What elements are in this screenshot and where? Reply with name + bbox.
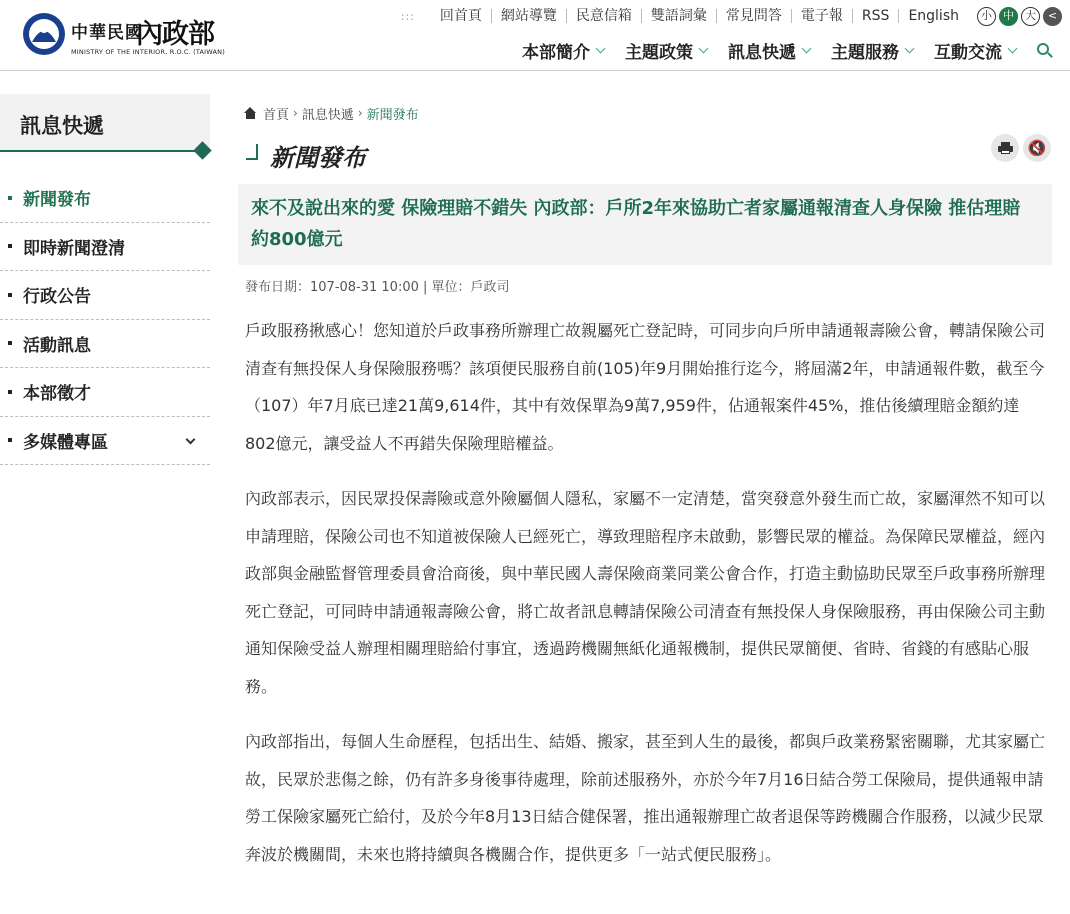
sidebar-item-news-release[interactable]	[0, 174, 210, 223]
sidebar-item-multimedia[interactable]	[0, 417, 210, 466]
diamond-icon	[193, 141, 211, 159]
page-heading	[238, 134, 1054, 180]
utility-links	[401, 6, 1062, 26]
print-button[interactable]	[991, 134, 1019, 162]
font-small-button[interactable]: 小	[977, 7, 996, 26]
sidebar-menu	[0, 174, 213, 465]
sidebar-item-label: 多媒體專區	[23, 432, 108, 453]
breadcrumb-parent[interactable]: 訊息快遞	[301, 107, 354, 123]
bullet-icon	[8, 196, 12, 200]
chevron-down-icon	[596, 43, 606, 53]
sidebar-item-label: 新聞發布	[23, 190, 91, 211]
sidebar-item-label: 即時新聞澄清	[23, 238, 125, 259]
link-mailbox[interactable]: 民意信箱	[566, 9, 641, 23]
chevron-down-icon	[699, 43, 709, 53]
main-content	[238, 100, 1054, 891]
home-icon	[244, 107, 257, 119]
logo-cn-text: 中華民國	[71, 23, 143, 43]
link-rss[interactable]: RSS	[852, 9, 899, 23]
article-body	[238, 312, 1046, 873]
speaker-mute-icon: 🔇	[1027, 138, 1047, 157]
article-paragraph: 內政部表示，因民眾投保壽險或意外險屬個人隱私，家屬不一定清楚，當突發意外發生而亡故，家屬渾然不知可以申請理賠，保險公司也不知道被保險人已經死亡，導致理賠程序未啟動，影響民眾的權益。為保障民眾權益，經內政部與金融監督管理委員會洽商後，與中華民國人壽保險商業同業公會合作，打造主動協助民眾至戶政事務所辦理死亡登記，可同時申請通報壽險公會，將亡故者訊息轉請保險公司清查有無投保人身保險服務，再由保險公司主動通知保險受益人辦理相關理賠給付事宜，透過跨機關無紙化通報機制，提供民眾簡便、省時、省錢的有感貼心服務。	[245, 489, 1046, 696]
nav-policy-label: 主題政策	[625, 43, 693, 63]
site-logo[interactable]	[22, 12, 225, 62]
nav-interaction[interactable]	[934, 38, 1016, 63]
breadcrumb	[238, 100, 1054, 126]
sidebar-item-clarification[interactable]	[0, 223, 210, 272]
logo-script-text: 內政部	[136, 19, 214, 50]
link-faq[interactable]: 常見問答	[716, 9, 791, 23]
article-paragraph: 內政部指出，每個人生命歷程，包括出生、結婚、搬家，甚至到人生的最後，都與戶政業務緊密關聯，尤其家屬亡故，民眾於悲傷之餘，仍有許多身後事待處理，除前述服務外，亦於今年7月16日結合勞工保險局，提供通報申請勞工保險家屬死亡給付，及於今年8月13日結合健保署，推出通報辦理亡故者退保等跨機關合作服務，以減少民眾奔波於機關間，未來也將持續與各機關合作，提供更多「一站式便民服務」。	[245, 732, 1046, 864]
link-newsletter[interactable]: 電子報	[791, 9, 852, 23]
font-size-switcher	[974, 7, 1062, 26]
moi-emblem-icon	[22, 12, 66, 56]
font-medium-button[interactable]: 中	[999, 7, 1018, 26]
link-glossary[interactable]: 雙語詞彙	[641, 9, 716, 23]
main-nav	[501, 38, 1054, 63]
page-title: 新聞發布	[270, 143, 366, 172]
sidebar-title-label: 訊息快遞	[20, 114, 104, 138]
sidebar-item-label: 活動訊息	[23, 335, 91, 356]
bullet-icon	[8, 438, 12, 442]
share-icon[interactable]: <	[1043, 7, 1062, 26]
bullet-icon	[8, 293, 12, 297]
breadcrumb-separator-icon: ›	[293, 106, 298, 120]
breadcrumb-home[interactable]: 首頁	[263, 107, 290, 123]
sidebar-title-underline	[0, 150, 204, 152]
chevron-down-icon[interactable]	[186, 434, 196, 444]
nav-about-label: 本部簡介	[522, 43, 590, 63]
nav-interaction-label: 互動交流	[934, 43, 1002, 63]
search-icon[interactable]	[1036, 42, 1054, 60]
sidebar-title	[0, 94, 210, 152]
chevron-down-icon	[802, 43, 812, 53]
sidebar	[0, 94, 213, 465]
link-home[interactable]: 回首頁	[439, 8, 482, 24]
printer-icon	[998, 142, 1013, 154]
chevron-down-icon	[905, 43, 915, 53]
sidebar-item-announcements[interactable]	[0, 271, 210, 320]
sidebar-item-recruitment[interactable]	[0, 368, 210, 417]
nav-news[interactable]	[728, 38, 810, 63]
bullet-icon	[8, 341, 12, 345]
nav-news-label: 訊息快遞	[728, 43, 796, 63]
heading-mark-icon	[246, 144, 258, 160]
sidebar-item-events[interactable]	[0, 320, 210, 369]
chevron-down-icon	[1008, 43, 1018, 53]
link-sitemap[interactable]: 網站導覽	[491, 9, 566, 23]
nav-policy[interactable]	[625, 38, 707, 63]
font-large-button[interactable]: 大	[1021, 7, 1040, 26]
sidebar-item-label: 本部徵才	[23, 384, 91, 405]
breadcrumb-separator-icon: ›	[357, 106, 363, 120]
breadcrumb-current: 新聞發布	[366, 107, 419, 123]
article-meta: 發布日期：107-08-31 10:00 | 單位：戶政司	[245, 280, 510, 295]
bullet-icon	[8, 390, 12, 394]
sidebar-item-label: 行政公告	[23, 287, 91, 308]
accesskey-dots[interactable]: :::	[400, 9, 415, 23]
article-paragraph: 戶政服務揪感心！您知道於戶政事務所辦理亡故親屬死亡登記時，可同步向戶所申請通報壽險公會，轉請保險公司清查有無投保人身保險服務嗎？該項便民服務自前(105)年9月開始推行迄今，將屆滿2年，申請通報件數，截至今（107）年7月底已達21萬9,614件，其中有效保單為9萬7,959件，佔通報案件45%，推估後續理賠金額約達802億元，讓受益人不再錯失保險理賠權益。	[245, 321, 1046, 453]
nav-services-label: 主題服務	[831, 43, 899, 63]
site-header	[0, 0, 1070, 71]
nav-services[interactable]	[831, 38, 913, 63]
bullet-icon	[8, 244, 12, 248]
speech-toggle-button[interactable]	[1023, 134, 1051, 162]
link-english[interactable]: English	[898, 9, 968, 23]
article-title-box	[238, 184, 1052, 265]
article-title: 來不及說出來的愛 保險理賠不錯失 內政部：戶所2年來協助亡者家屬通報清查人身保險 推估理賠約800億元	[251, 198, 1021, 250]
logo-en-text: MINISTRY OF THE INTERIOR, R.O.C. (TAIWAN)	[71, 48, 225, 56]
nav-about[interactable]	[522, 38, 604, 63]
